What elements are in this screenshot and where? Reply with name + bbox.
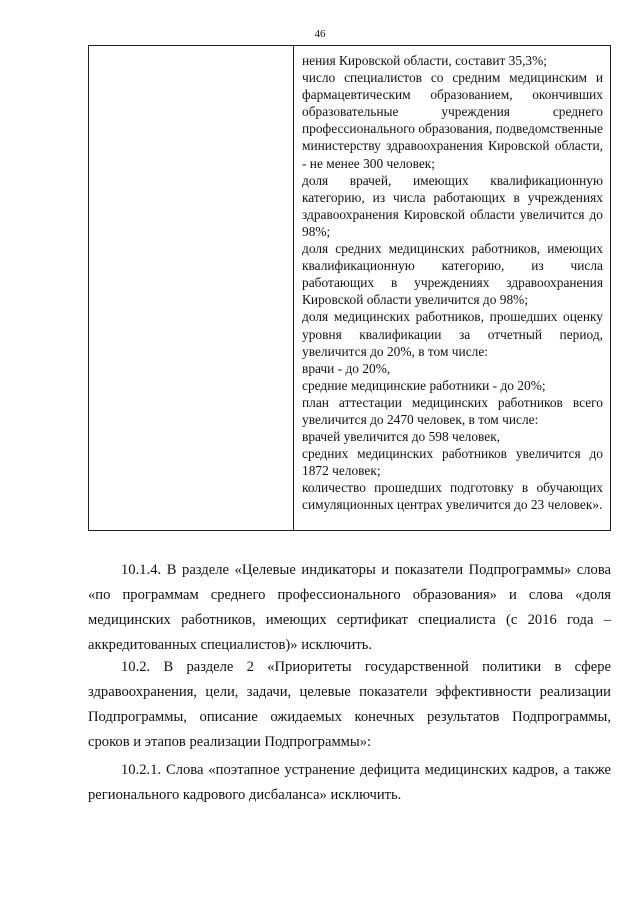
paragraph-10-2-1 xyxy=(88,758,611,808)
paragraph-10-1-4 xyxy=(88,558,611,658)
table-item: доля медицинских работников, прошедших оценку уровня квалификации за отчетный период, увеличится до 20%, в том числе: xyxy=(302,309,603,359)
paragraph-10-2 xyxy=(88,655,611,755)
table-item: количество прошедших подготовку в обучающих симуляционных центрах увеличится до 23 человек». xyxy=(302,480,603,513)
table-item: число специалистов со средним медицинским и фармацевтическим образованием, окончивших образовательные учреждения среднего профессионального образования, подведомственные министерству здравоохранения Кировской области, - не менее 300 человек; xyxy=(302,70,603,171)
table-item: врачи - до 20%, xyxy=(302,360,391,376)
paragraph-text: 10.2. В разделе 2 «Приоритеты государственной политики в сфере здравоохранения, цели, задачи, целевые показатели эффективности реализации Подпрограммы, описание ожидаемых конечных результатов Подпрограммы, сроков и этапов реализации Подпрограммы»: xyxy=(88,659,611,750)
paragraph-text: 10.2.1. Слова «поэтапное устранение дефицита медицинских кадров, а также регионального кадрового дисбаланса» исключить. xyxy=(88,762,611,803)
table-item: план аттестации медицинских работников всего увеличится до 2470 человек, в том числе: xyxy=(302,394,603,427)
table-left-cell xyxy=(89,46,294,530)
table-item: средних медицинских работников увеличится до 1872 человек; xyxy=(302,446,603,479)
table-item: врачей увеличится до 598 человек, xyxy=(302,429,501,445)
page-number: 46 xyxy=(314,28,326,40)
table-item: доля средних медицинских работников, имеющих квалификационную категорию, из числа работающих в учреждениях здравоохранения Кировской области увеличится до 98%; xyxy=(302,241,603,308)
table-item: нения Кировской области, составит 35,3%; xyxy=(302,53,547,68)
table-right-cell xyxy=(294,46,610,530)
table-item: доля врачей, имеющих квалификационную категорию, из числа работающих в учреждениях здравоохранения Кировской области увеличится до 98%; xyxy=(302,172,603,239)
indicators-table xyxy=(88,45,611,531)
paragraph-text: 10.1.4. В разделе «Целевые индикаторы и показатели Подпрограммы» слова «по программам среднего профессионального образования» и слова «доля медицинских работников, имеющих сертификат специалиста (с 2016 года – аккредитованных специалистов)» исключить. xyxy=(88,562,611,653)
table-item: средние медицинские работники - до 20%; xyxy=(302,377,546,393)
